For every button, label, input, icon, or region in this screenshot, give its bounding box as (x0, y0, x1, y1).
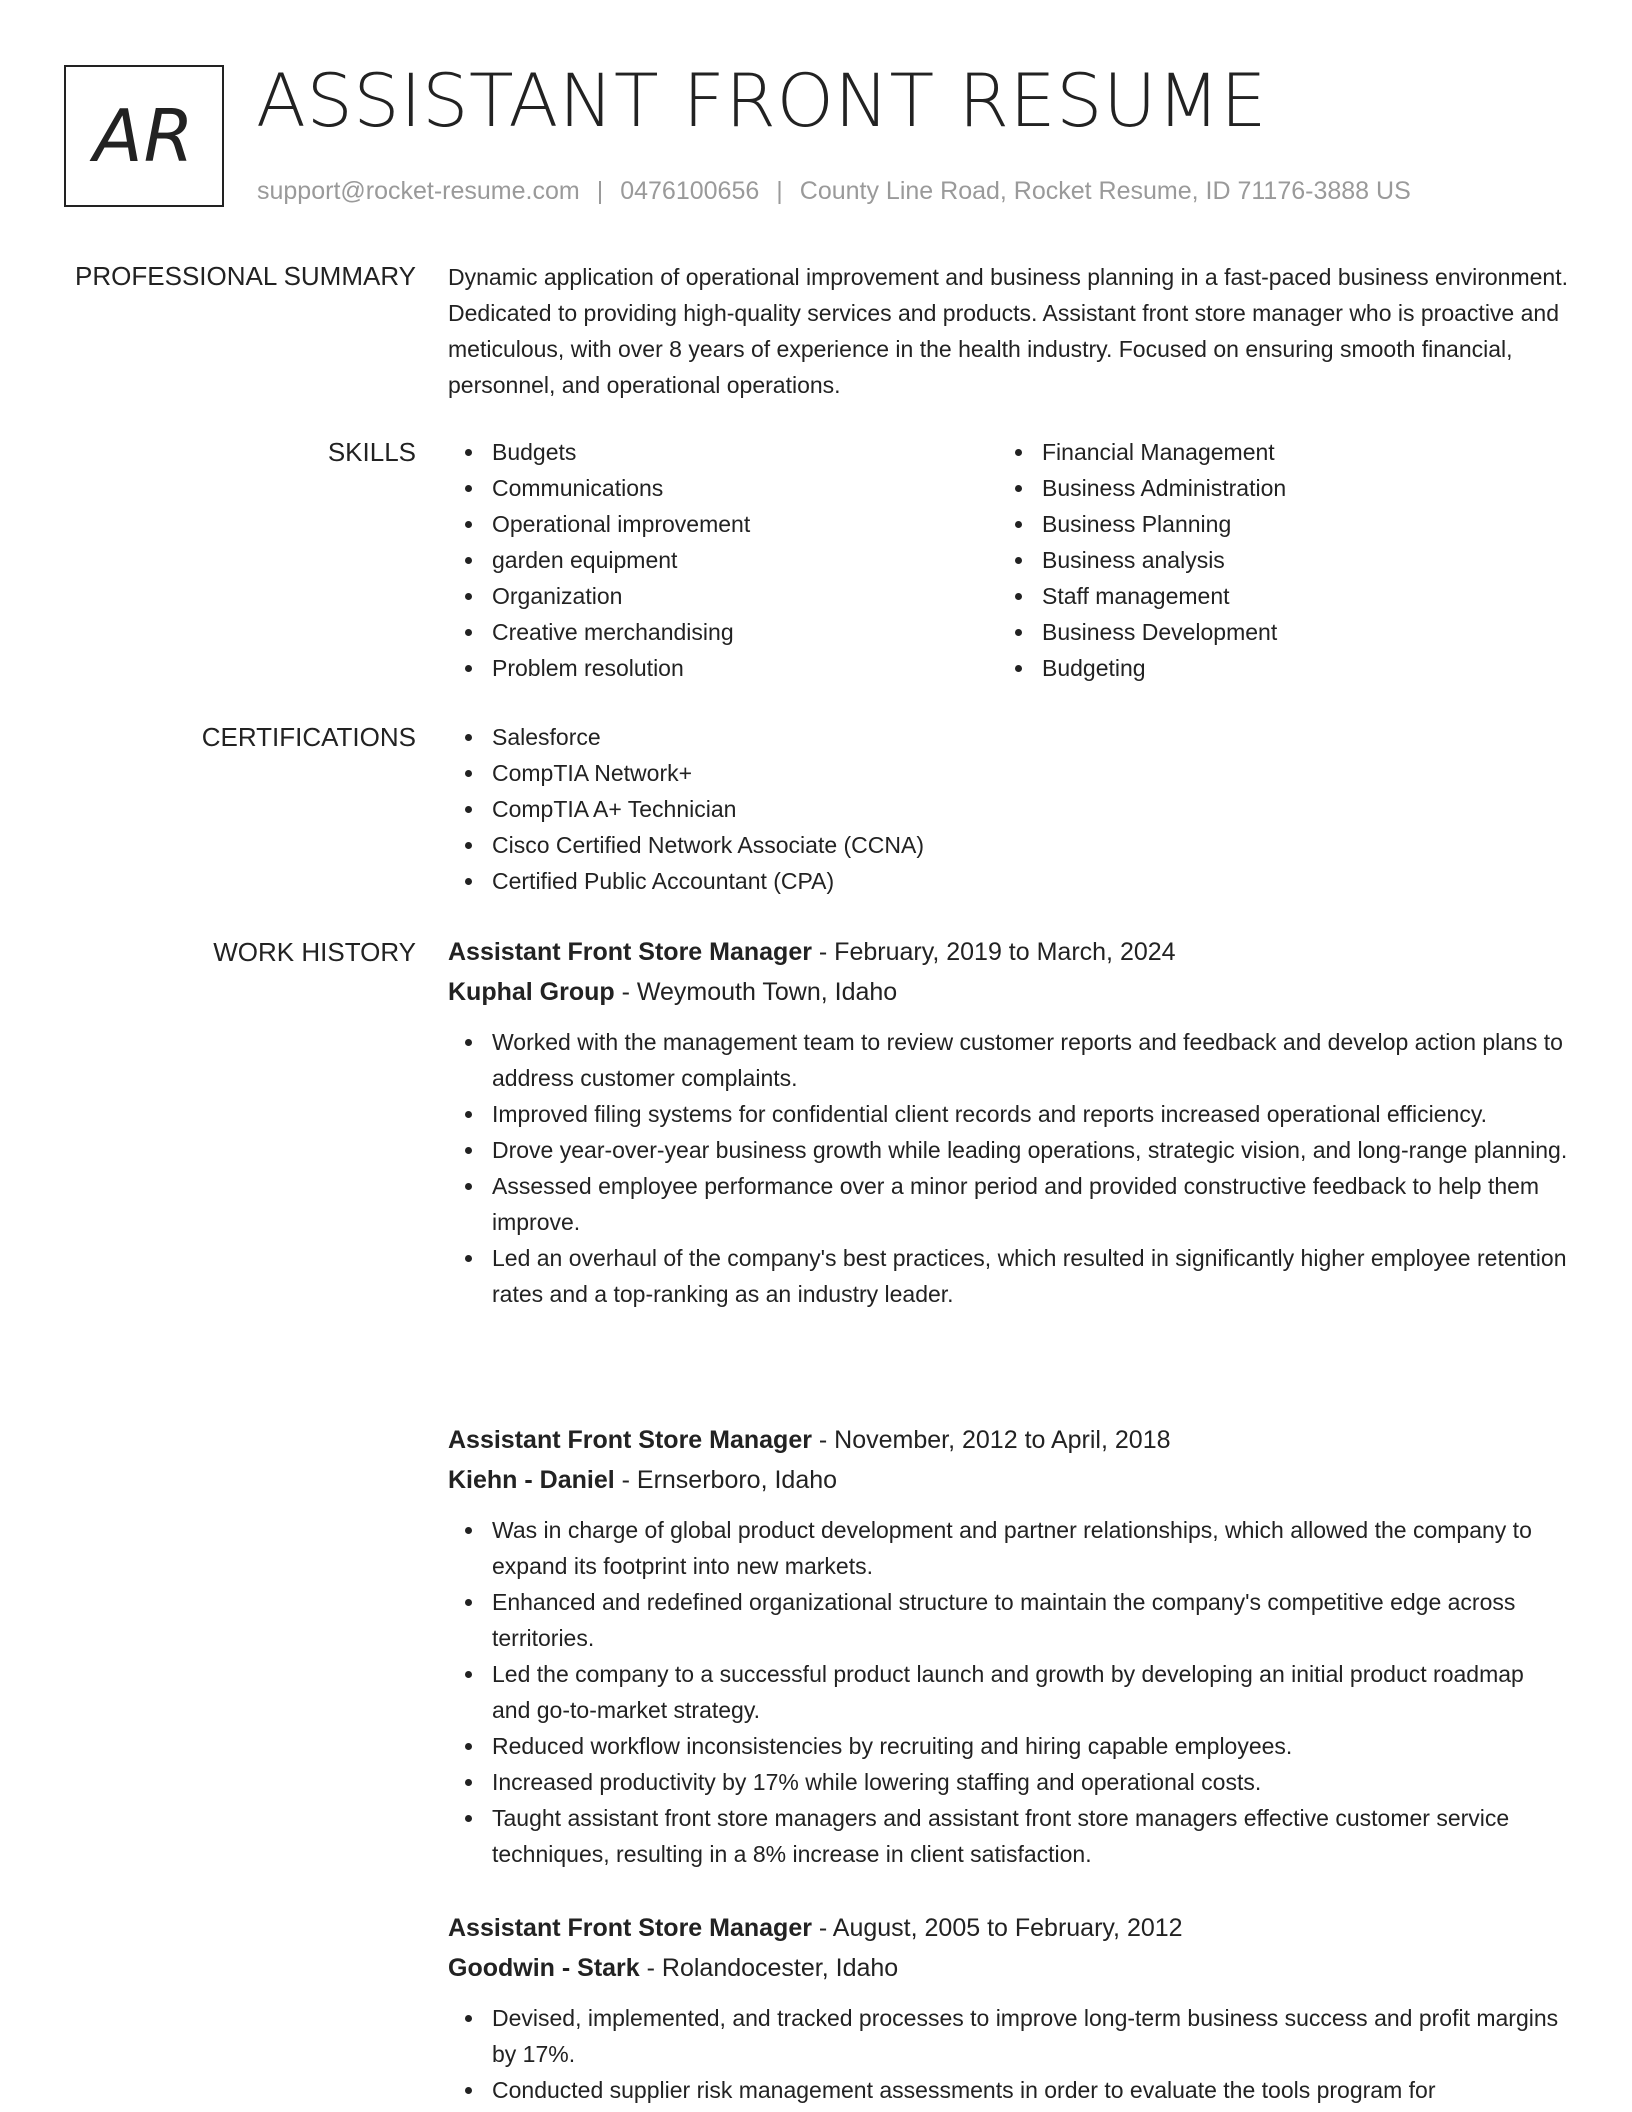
job-company: Kuphal Group (448, 978, 615, 1006)
job-dates: - August, 2005 to February, 2012 (811, 1914, 1183, 1942)
job-location: - Ernserboro, Idaho (614, 1466, 838, 1494)
contact-separator: | (596, 177, 604, 205)
section-label-summary: PROFESSIONAL SUMMARY (75, 261, 416, 291)
summary-text: Dynamic application of operational improvement and business planning in a fast-paced business environment. Dedicated to providing high-quality services and products. Assistant front store manager who is proactive and meticulous, with over 8 years of experience in the health industry. Focused on ensuring smooth financial, personnel, and operational operations. (448, 264, 1568, 398)
certification-item: Certified Public Accountant (CPA) (448, 863, 1568, 899)
job-entry (448, 1420, 1568, 1872)
job-dates: - February, 2019 to March, 2024 (811, 938, 1176, 966)
job-company-line (448, 1948, 1568, 1988)
job-bullet: Conducted supplier risk management assessments in order to evaluate the tools program for (448, 2072, 1568, 2108)
skill-item: Organization (448, 578, 988, 614)
job-bullet: Reduced workflow inconsistencies by recruiting and hiring capable employees. (448, 1728, 1568, 1764)
section-label-work-history: WORK HISTORY (213, 937, 416, 967)
monogram-badge: AR (64, 65, 224, 207)
job-bullet: Worked with the management team to review customer reports and feedback and develop action plans to address customer complaints. (448, 1024, 1568, 1096)
job-bullet: Devised, implemented, and tracked processes to improve long-term business success and profit margins by 17%. (448, 2000, 1568, 2072)
skill-item: Communications (448, 470, 988, 506)
contact-separator: | (776, 177, 783, 205)
certification-item: Salesforce (448, 719, 1568, 755)
job-company: Kiehn - Daniel (448, 1466, 615, 1494)
skill-item: Staff management (998, 578, 1538, 614)
skill-item: Budgeting (998, 650, 1538, 686)
job-company-line (448, 1460, 1568, 1500)
certification-item: CompTIA A+ Technician (448, 791, 1568, 827)
skill-item: Business Planning (998, 506, 1538, 542)
job-title-line (448, 1420, 1568, 1460)
contact-phone: 0476100656 (620, 177, 760, 205)
job-bullets (448, 1024, 1568, 1312)
section-label-skills: SKILLS (327, 437, 416, 467)
job-bullet: Taught assistant front store managers and assistant front store managers effective customer service techniques, resulting in a 8% increase in client satisfaction. (448, 1800, 1568, 1872)
job-bullet: Led the company to a successful product launch and growth by developing an initial product roadmap and go-to-market strategy. (448, 1656, 1568, 1728)
skills-list-right (998, 434, 1538, 686)
job-bullets (448, 2000, 1568, 2108)
job-bullet: Improved filing systems for confidential client records and reports increased operational efficiency. (448, 1096, 1568, 1132)
skills-list-left (448, 434, 988, 686)
skills-section (448, 434, 1568, 694)
job-bullet: Assessed employee performance over a minor period and provided constructive feedback to help them improve. (448, 1168, 1568, 1240)
job-location: - Weymouth Town, Idaho (614, 978, 898, 1006)
skill-item: Budgets (448, 434, 988, 470)
certifications-list (448, 719, 1568, 899)
job-entry (448, 1908, 1568, 2108)
job-title: Assistant Front Store Manager (448, 1426, 812, 1454)
job-title-line (448, 932, 1568, 972)
job-bullet: Drove year-over-year business growth while leading operations, strategic vision, and long-range planning. (448, 1132, 1568, 1168)
job-entry (448, 932, 1568, 1312)
job-bullet: Enhanced and redefined organizational structure to maintain the company's competitive edge across territories. (448, 1584, 1568, 1656)
skill-item: Business Development (998, 614, 1538, 650)
job-title: Assistant Front Store Manager (448, 938, 812, 966)
skill-item: Creative merchandising (448, 614, 988, 650)
job-bullets (448, 1512, 1568, 1872)
certification-item: Cisco Certified Network Associate (CCNA) (448, 827, 1568, 863)
skill-item: Problem resolution (448, 650, 988, 686)
skill-item: Business Administration (998, 470, 1538, 506)
skill-item: Operational improvement (448, 506, 988, 542)
section-label-certifications: CERTIFICATIONS (201, 722, 416, 752)
job-dates: - November, 2012 to April, 2018 (811, 1426, 1171, 1454)
contact-line (257, 174, 1411, 208)
job-title-line (448, 1908, 1568, 1948)
contact-email: support@rocket-resume.com (257, 177, 580, 205)
job-bullet: Led an overhaul of the company's best practices, which resulted in significantly higher employee retention rates and a top-ranking as an industry leader. (448, 1240, 1568, 1312)
job-company: Goodwin - Stark (448, 1954, 640, 1982)
certifications-section (448, 719, 1568, 899)
skill-item: garden equipment (448, 542, 988, 578)
skill-item: Financial Management (998, 434, 1538, 470)
job-company-line (448, 972, 1568, 1012)
skill-item: Business analysis (998, 542, 1538, 578)
job-bullet: Was in charge of global product development and partner relationships, which allowed the company to expand its footprint into new markets. (448, 1512, 1568, 1584)
contact-address: County Line Road, Rocket Resume, ID 71176-3888 US (799, 177, 1411, 205)
resume-title: ASSISTANT FRONT RESUME (256, 59, 1268, 144)
job-bullet: Increased productivity by 17% while lowering staffing and operational costs. (448, 1764, 1568, 1800)
job-title: Assistant Front Store Manager (448, 1914, 812, 1942)
job-location: - Rolandocester, Idaho (639, 1954, 899, 1982)
certification-item: CompTIA Network+ (448, 755, 1568, 791)
